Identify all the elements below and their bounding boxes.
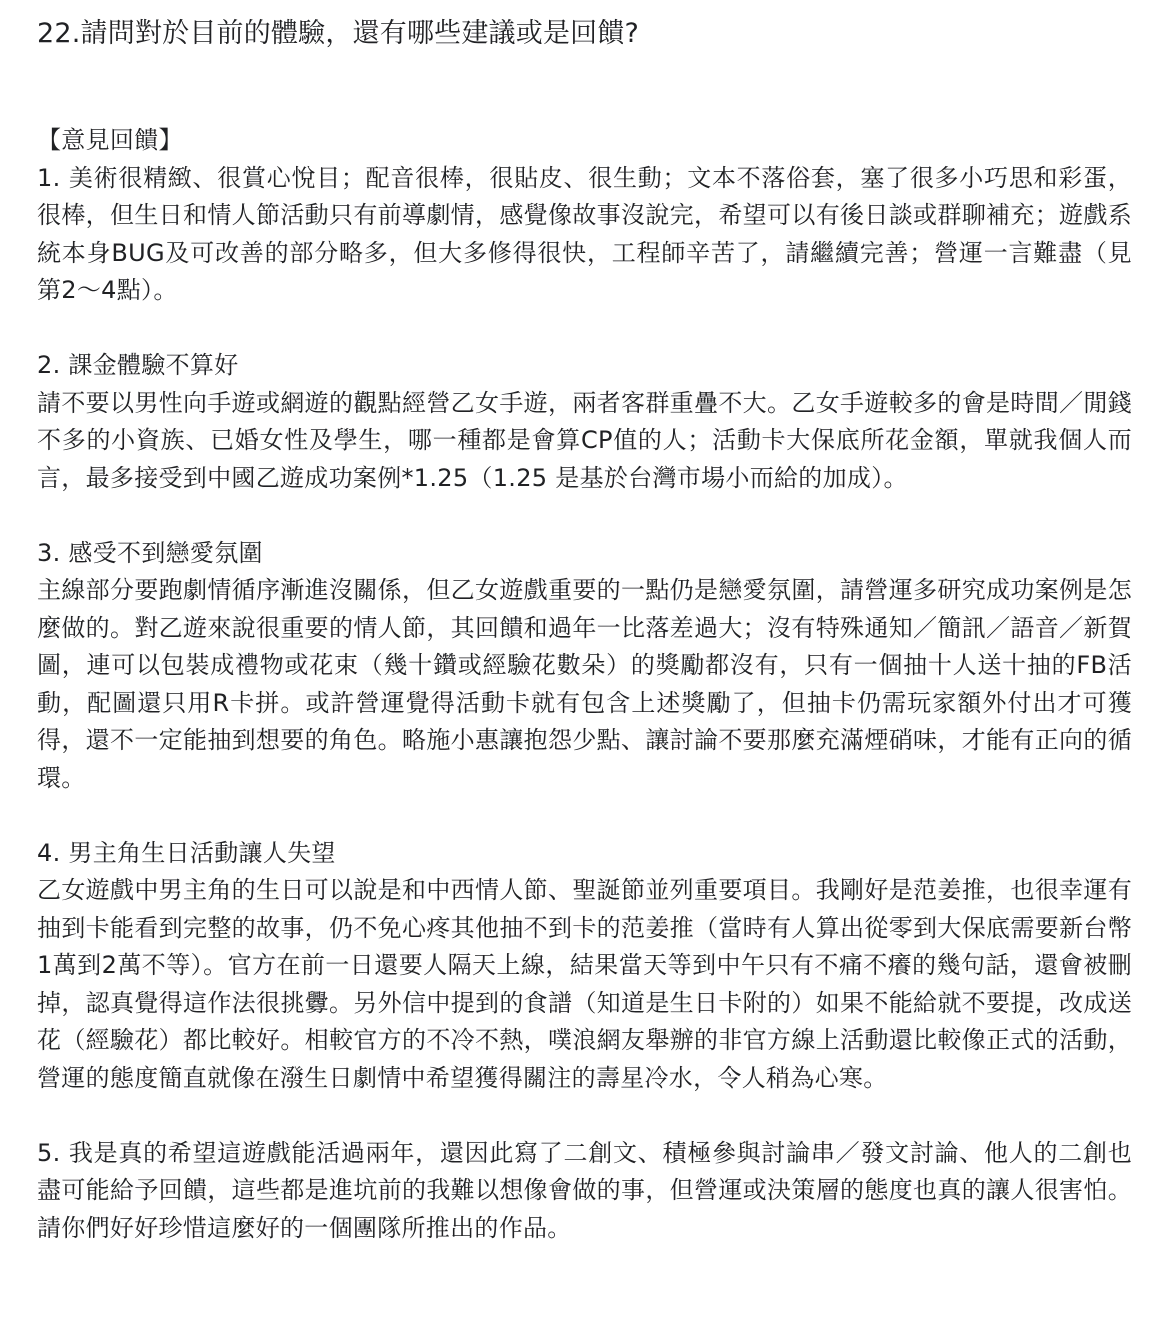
feedback-item-4-body: 乙女遊戲中男主角的生日可以說是和中西情人節、聖誕節並列重要項目。我剛好是范姜推，也很幸運有抽到卡能看到完整的故事，仍不免心疼其他抽不到卡的范姜推（當時有人算出從零到大保底需要新台幣1萬到2萬不等）。官方在前一日還要人隔天上線，結果當天等到中午只有不痛不癢的幾句話，還會被刪掉，認真覺得這作法很挑釁。另外信中提到的食譜（知道是生日卡附的）如果不能給就不要提，改成送花（經驗花）都比較好。相較官方的不冷不熱，噗浪網友舉辦的非官方線上活動還比較像正式的活動，營運的態度簡直就像在潑生日劇情中希望獲得關注的壽星冷水，令人稍為心寒。 (37, 876, 1132, 1092)
feedback-item-1-body: 1. 美術很精緻、很賞心悅目；配音很棒，很貼皮、很生動；文本不落俗套，塞了很多小巧思和彩蛋，很棒，但生日和情人節活動只有前導劇情，感覺像故事沒說完，希望可以有後日談或群聊補充；遊戲系統本身BUG及可改善的部分略多，但大多修得很快，工程師辛苦了，請繼續完善；營運一言難盡（見第2～4點）。 (37, 163, 1132, 304)
feedback-heading: 【意見回饋】 (37, 126, 183, 154)
feedback-item-2-title: 2. 課金體驗不算好 (37, 351, 239, 379)
feedback-item-5 (37, 1135, 1132, 1248)
feedback-item-2-body: 請不要以男性向手遊或網遊的觀點經營乙女手遊，兩者客群重疊不大。乙女手遊較多的會是時間／閒錢不多的小資族、已婚女性及學生，哪一種都是會算CP值的人；活動卡大保底所花金額，單就我個人而言，最多接受到中國乙遊成功案例*1.25（1.25 是基於台灣市場小而給的加成）。 (37, 388, 1132, 492)
feedback-item-1 (37, 160, 1132, 310)
feedback-item-4 (37, 835, 1132, 1098)
question-title: 22.請問對於目前的體驗，還有哪些建議或是回饋? (37, 18, 640, 49)
feedback-item-3-title: 3. 感受不到戀愛氛圍 (37, 538, 263, 567)
response-body (37, 122, 1132, 1247)
feedback-item-4-title: 4. 男主角生日活動讓人失望 (37, 838, 336, 867)
feedback-item-3 (37, 535, 1132, 798)
feedback-item-3-body: 主線部分要跑劇情循序漸進沒關係，但乙女遊戲重要的一點仍是戀愛氛圍，請營運多研究成功案例是怎麼做的。對乙遊來說很重要的情人節，其回饋和過年一比落差過大；沒有特殊通知／簡訊／語音／新賀圖，連可以包裝成禮物或花束（幾十鑽或經驗花數朵）的獎勵都沒有，只有一個抽十人送十抽的FB活動，配圖還只用R卡拼。或許營運覺得活動卡就有包含上述獎勵了，但抽卡仍需玩家額外付出才可獲得，還不一定能抽到想要的角色。略施小惠讓抱怨少點、讓討論不要那麼充滿煙硝味，才能有正向的循環。 (37, 576, 1132, 792)
feedback-item-2 (37, 347, 1132, 497)
feedback-item-5-body: 5. 我是真的希望這遊戲能活過兩年，還因此寫了二創文、積極參與討論串／發文討論、他人的二創也盡可能給予回饋，這些都是進坑前的我難以想像會做的事，但營運或決策層的態度也真的讓人很害怕。請你們好好珍惜這麼好的一個團隊所推出的作品。 (37, 1138, 1132, 1242)
